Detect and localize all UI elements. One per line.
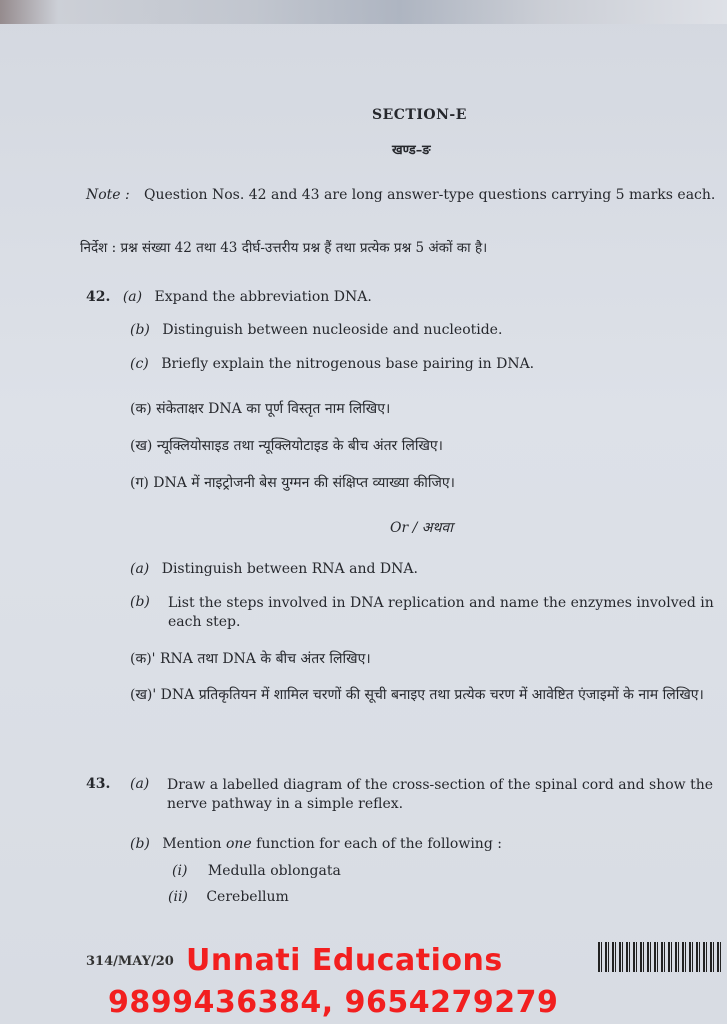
q43-sub-ii-text: Cerebellum bbox=[206, 889, 289, 905]
q43-b-text-em: one bbox=[225, 836, 252, 852]
q42-alt-a-text: Distinguish between RNA and DNA. bbox=[161, 561, 418, 577]
background-strip bbox=[0, 0, 727, 24]
q42-b-text: Distinguish between nucleoside and nucleotide. bbox=[162, 322, 503, 338]
q43-a-text: Draw a labelled diagram of the cross-section of the spinal cord and show the nerve pathway in a simple reflex. bbox=[167, 777, 714, 812]
q42-a-label: (a) bbox=[122, 289, 143, 305]
q43-b-text-post: function for each of the following : bbox=[251, 836, 502, 852]
q42-hi-kha: (ख) न्यूक्लियोसाइड तथा न्यूक्लियोटाइड के बीच अंतर लिखिए। bbox=[130, 438, 443, 454]
note-hindi-label: निर्देश : bbox=[80, 240, 117, 256]
section-title: SECTION-E bbox=[372, 107, 467, 123]
q43-a bbox=[86, 776, 722, 814]
q42-alt-a bbox=[130, 561, 418, 577]
q42-c-text: Briefly explain the nitrogenous base pairing in DNA. bbox=[161, 356, 535, 372]
q43-sub-ii bbox=[168, 889, 289, 905]
q42-number: 42. bbox=[86, 289, 111, 305]
q42-alt-b-label: (b) bbox=[130, 594, 150, 610]
q42-alt-hi-ka: (क)' RNA तथा DNA के बीच अंतर लिखिए। bbox=[130, 651, 371, 667]
q42-alt-b-text: List the steps involved in DNA replication and name the enzymes involved in each step. bbox=[168, 595, 714, 630]
q43-number: 43. bbox=[86, 776, 111, 792]
q43-sub-ii-label: (ii) bbox=[168, 889, 188, 905]
q42-alt-a-label: (a) bbox=[130, 561, 150, 577]
q43-a-label: (a) bbox=[130, 776, 150, 792]
q42-c-label: (c) bbox=[130, 356, 149, 372]
paper-code: 314/MAY/20 bbox=[86, 954, 174, 969]
q42-hi-ga: (ग) DNA में नाइट्रोजनी बेस युग्मन की संक्षिप्त व्याख्या कीजिए। bbox=[130, 475, 455, 491]
note-hindi-text: प्रश्न संख्या 42 तथा 43 दीर्घ-उत्तरीय प्रश्न हैं तथा प्रत्येक प्रश्न 5 अंकों का है। bbox=[120, 240, 488, 256]
q43-b bbox=[130, 836, 502, 852]
barcode-icon bbox=[598, 942, 722, 972]
q43-sub-i bbox=[172, 863, 341, 879]
note-label: Note : bbox=[86, 187, 130, 203]
or-divider: Or / अथवा bbox=[390, 520, 453, 536]
note bbox=[86, 185, 726, 205]
watermark-brand: Unnati Educations bbox=[186, 943, 503, 978]
watermark-phones: 9899436384, 9654279279 bbox=[108, 985, 559, 1020]
q43-sub-i-label: (i) bbox=[172, 863, 188, 879]
note-hindi bbox=[80, 238, 487, 256]
q43-sub-i-text: Medulla oblongata bbox=[207, 863, 341, 879]
q42-hi-ka: (क) संकेताक्षर DNA का पूर्ण विस्तृत नाम लिखिए। bbox=[130, 401, 391, 417]
q42-b-label: (b) bbox=[130, 322, 150, 338]
q42-a-text: Expand the abbreviation DNA. bbox=[154, 289, 372, 305]
q42-c bbox=[130, 356, 534, 372]
q42-a bbox=[86, 289, 372, 305]
q42-alt-b bbox=[130, 594, 720, 632]
q42-alt-hi-kha: (ख)' DNA प्रतिकृतियन में शामिल चरणों की सूची बनाइए तथा प्रत्येक चरण में आवेष्टित एंजाइमों के नाम लिखिए। bbox=[130, 687, 704, 703]
section-title-hindi: खण्ड–ङ bbox=[392, 143, 431, 158]
q42-b bbox=[130, 322, 502, 338]
q43-b-text-pre: Mention bbox=[162, 836, 226, 852]
q43-b-label: (b) bbox=[130, 836, 150, 852]
note-text: Question Nos. 42 and 43 are long answer-type questions carrying 5 marks each. bbox=[144, 187, 716, 203]
